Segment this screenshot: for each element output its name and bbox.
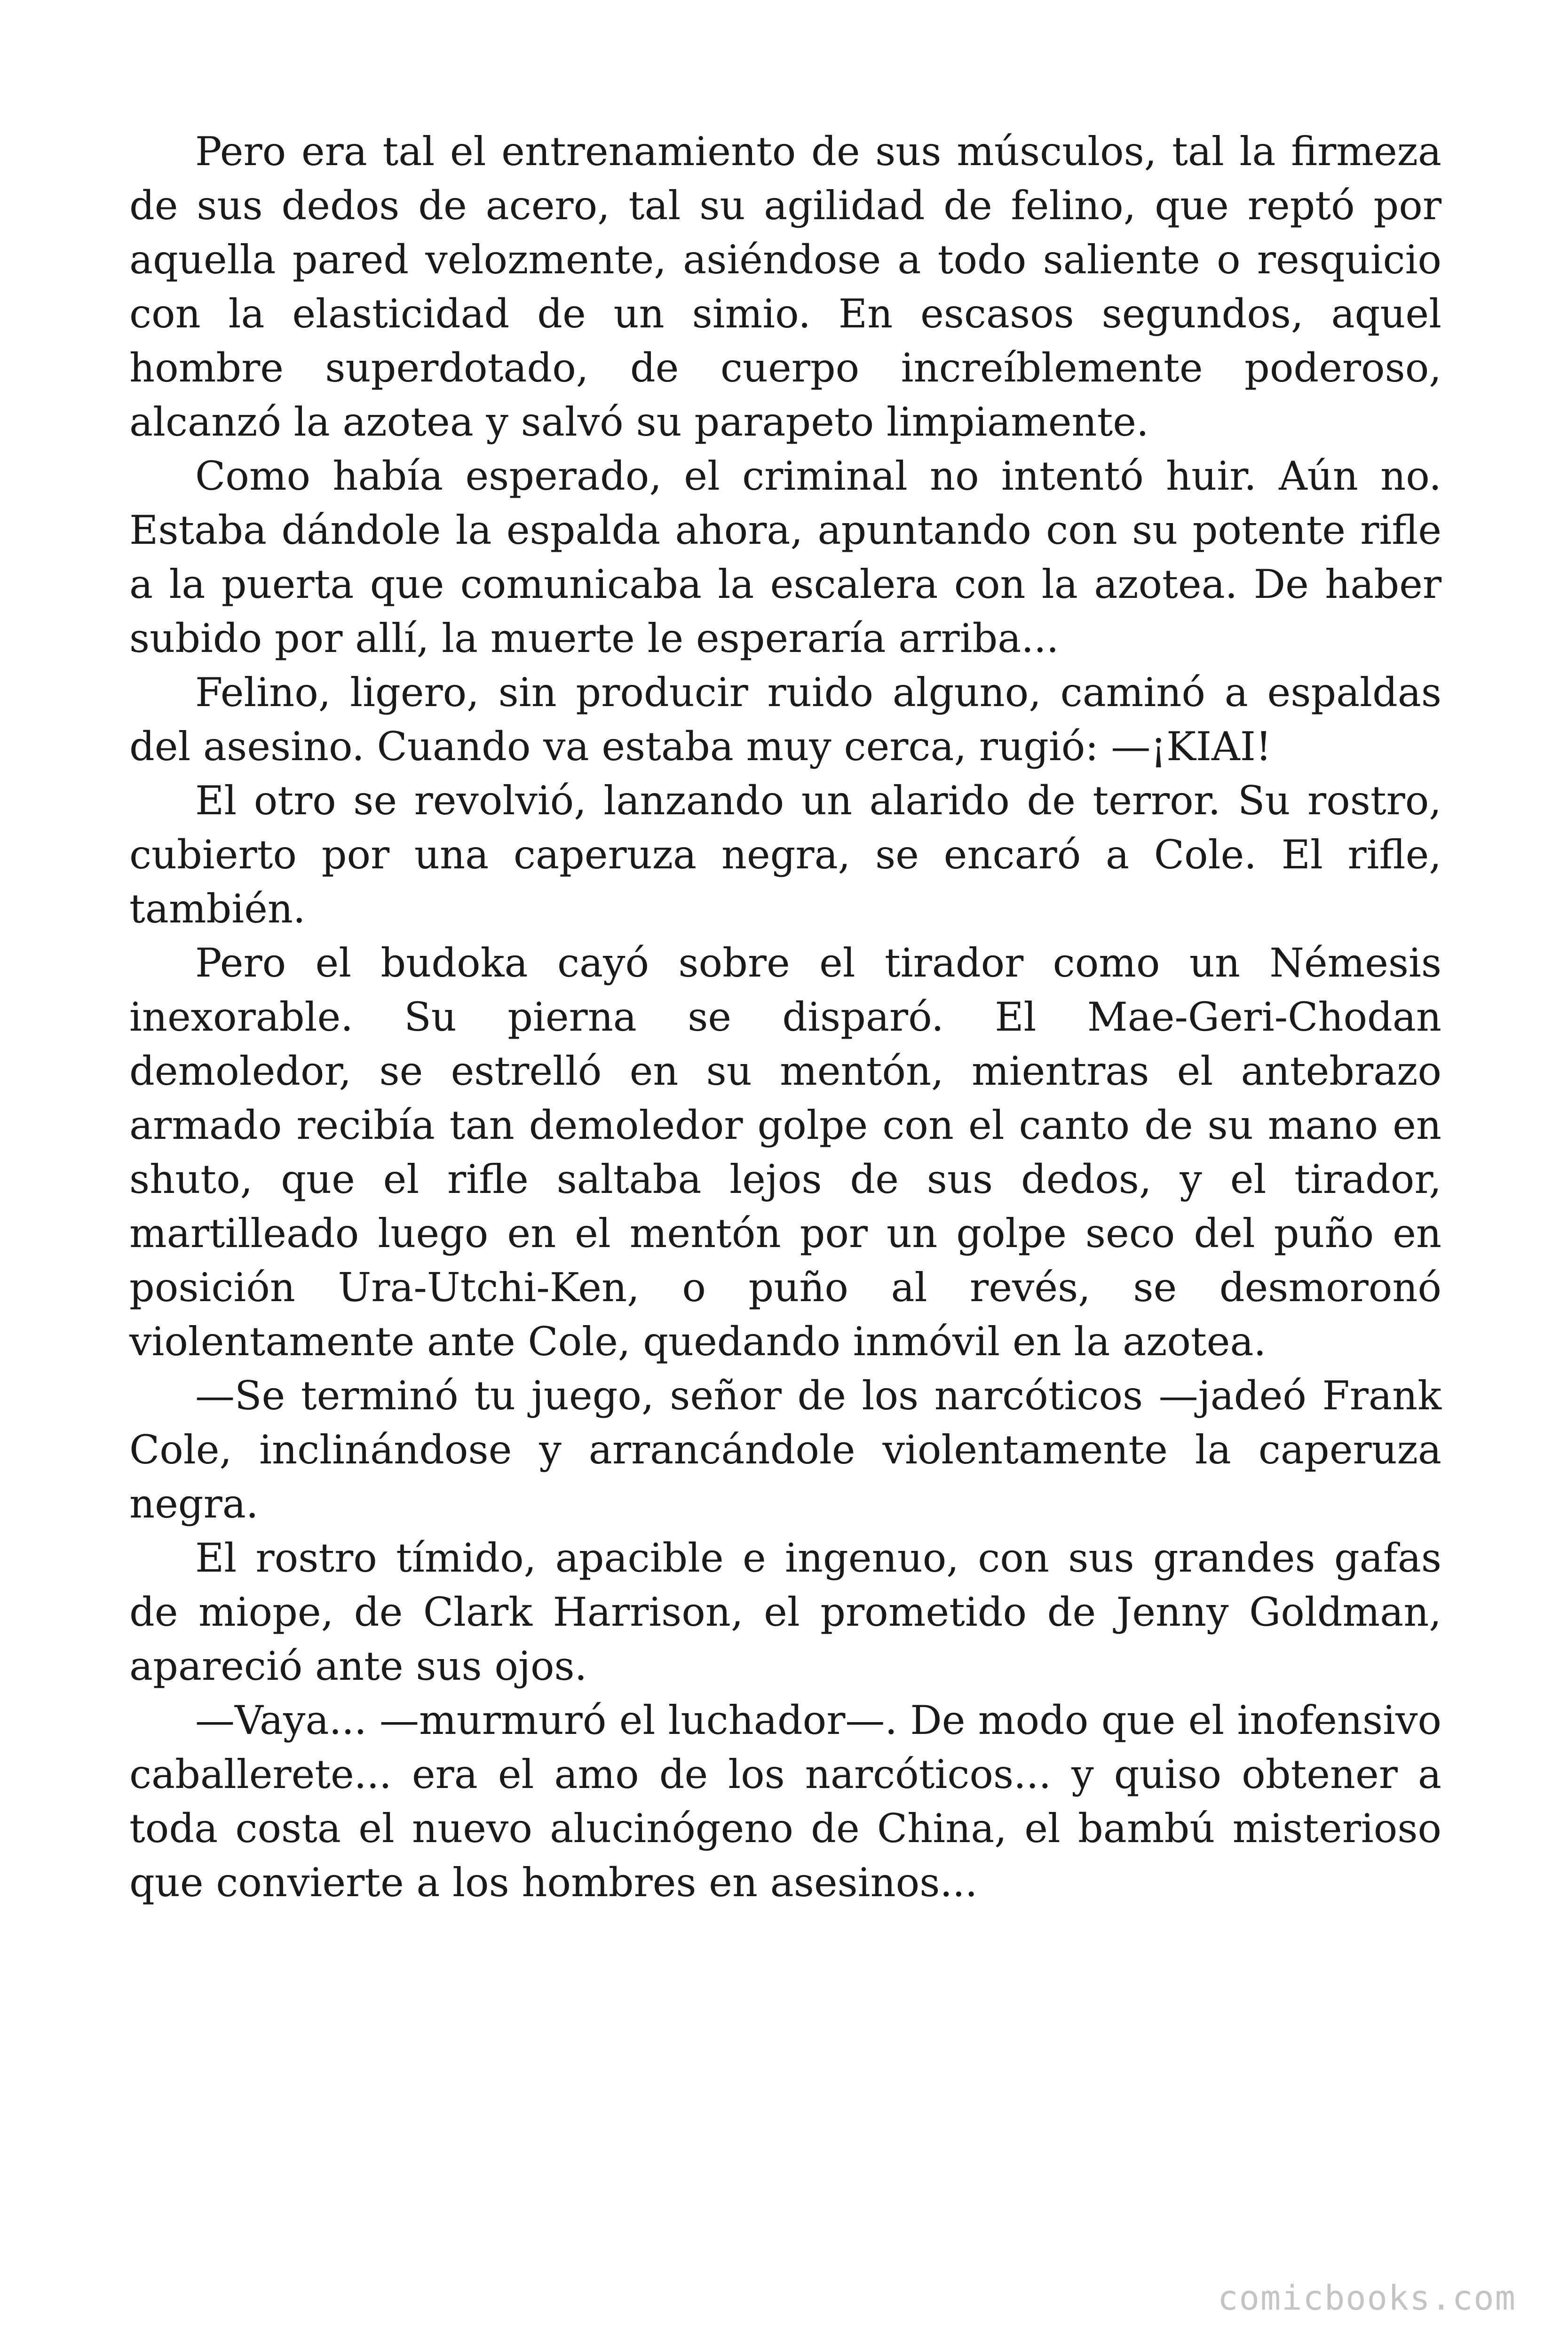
watermark: comicbooks.com bbox=[1218, 2278, 1516, 2318]
paragraph-1: Pero era tal el entrenamiento de sus músculos, tal la firmeza de sus dedos de acero, tal su agilidad de felino, que reptó por aquella pared velozmente, asiéndose a todo saliente o resquicio con la elasticidad de un simio. En escasos segundos, aquel hombre superdotado, de cuerpo increíblemente poderoso, alcanzó la azotea y salvó su parapeto limpiamente. bbox=[129, 128, 1441, 445]
paragraph-3: Felino, ligero, sin producir ruido alguno, caminó a espaldas del asesino. Cuando va estaba muy cerca, rugió: —¡KIAI! bbox=[129, 669, 1441, 770]
paragraph-8: —Vaya... —murmuró el luchador—. De modo que el inofensivo caballerete... era el amo de los narcóticos... y quiso obtener a toda costa el nuevo alucinógeno de China, el bambú misterioso que convierte a los hombres en asesinos... bbox=[129, 1697, 1441, 1906]
paragraph-7: El rostro tímido, apacible e ingenuo, con sus grandes gafas de miope, de Clark Harrison, el prometido de Jenny Goldman, apareció ante sus ojos. bbox=[129, 1535, 1441, 1689]
paragraph-6: —Se terminó tu juego, señor de los narcóticos —jadeó Frank Cole, inclinándose y arrancándole violentamente la caperuza negra. bbox=[129, 1373, 1441, 1527]
paragraph-5: Pero el budoka cayó sobre el tirador como un Némesis inexorable. Su pierna se disparó. El Mae-Geri-Chodan demoledor, se estrelló en su mentón, mientras el antebrazo armado recibía tan demoledor golpe con el canto de su mano en shuto, que el rifle saltaba lejos de sus dedos, y el tirador, martilleado luego en el mentón por un golpe seco del puño en posición Ura-Utchi-Ken, o puño al revés, se desmoronó violentamente ante Cole, quedando inmóvil en la azotea. bbox=[129, 940, 1441, 1365]
paragraph-2: Como había esperado, el criminal no intentó huir. Aún no. Estaba dándole la espalda ahora, apuntando con su potente rifle a la puerta que comunicaba la escalera con la azotea. De haber subido por allí, la muerte le esperaría arriba... bbox=[129, 453, 1441, 661]
body-text bbox=[129, 125, 1441, 1910]
paragraph-4: El otro se revolvió, lanzando un alarido de terror. Su rostro, cubierto por una caperuza negra, se encaró a Cole. El rifle, también. bbox=[129, 778, 1441, 932]
